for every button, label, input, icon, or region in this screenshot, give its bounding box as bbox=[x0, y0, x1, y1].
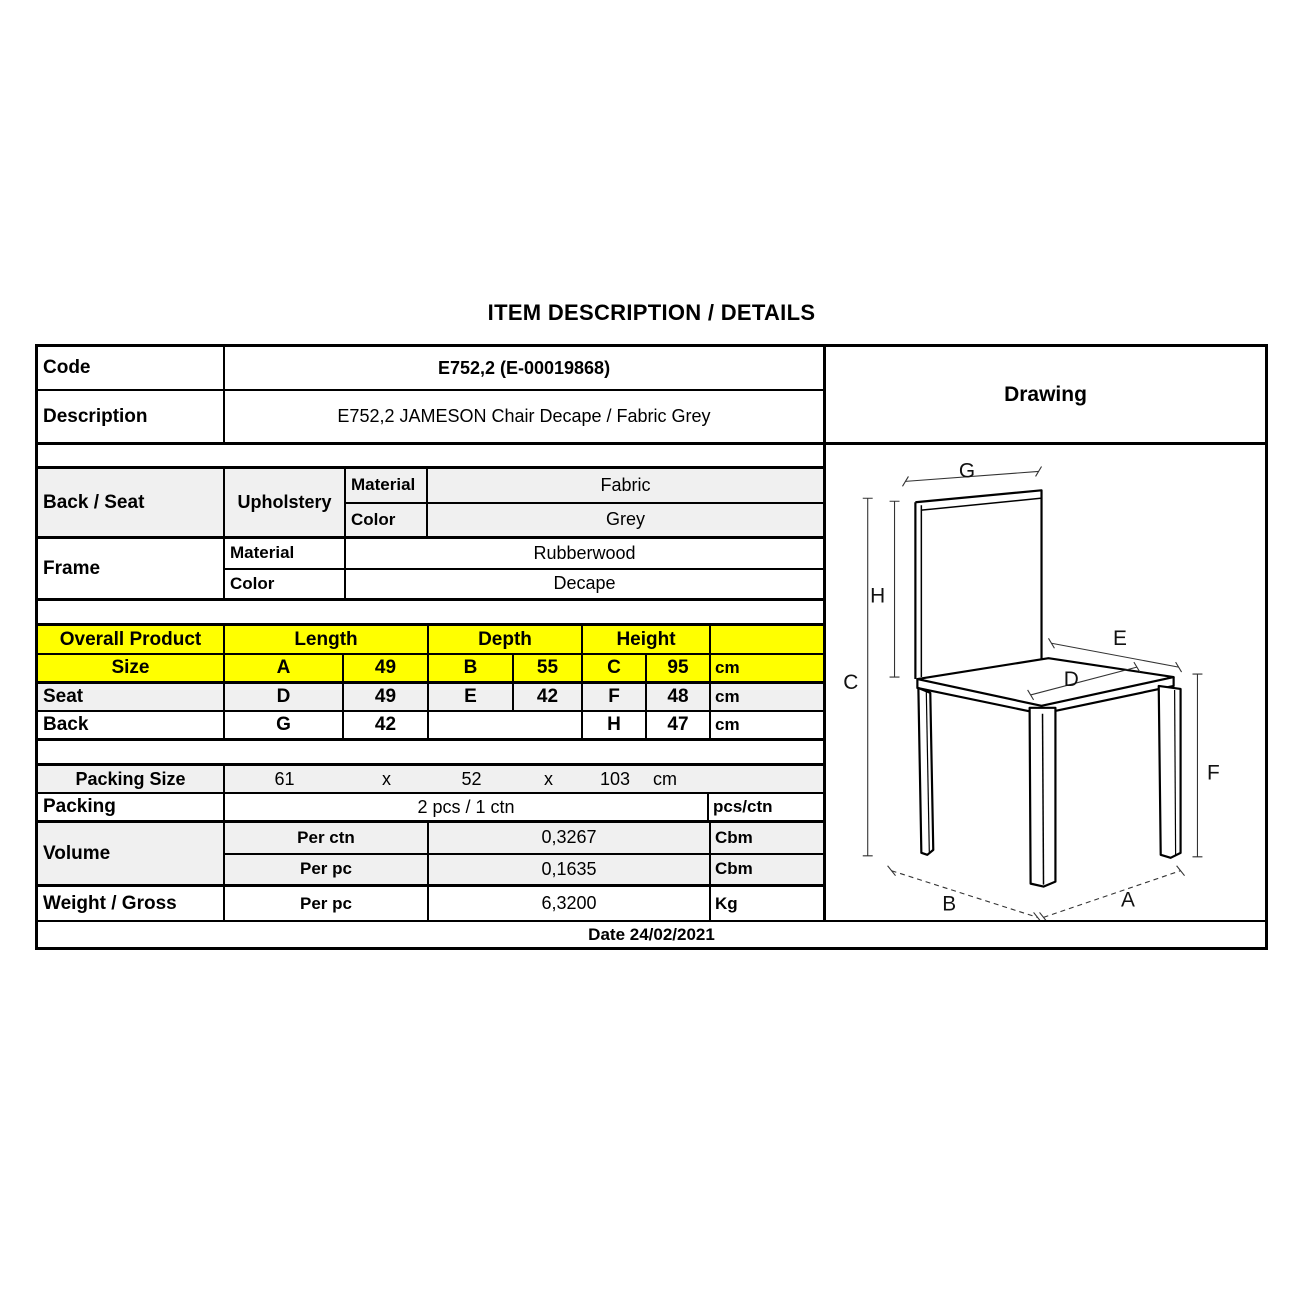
dim-line-A bbox=[1044, 871, 1181, 918]
drawing-area bbox=[826, 445, 1265, 920]
upholstery-details bbox=[346, 469, 823, 536]
back-seat-row bbox=[38, 469, 823, 539]
seat-length-value: 49 bbox=[344, 684, 429, 710]
front-leg-edge bbox=[1043, 714, 1044, 885]
packing-dim-1: 61 bbox=[274, 768, 295, 789]
backrest-outline bbox=[915, 490, 1041, 659]
seat-height-key: F bbox=[583, 684, 647, 710]
seat-depth-value: 42 bbox=[514, 684, 583, 710]
color-label: Color bbox=[346, 504, 428, 537]
dim-label-B: B bbox=[942, 892, 957, 916]
dim-line-B bbox=[892, 871, 1038, 918]
description-label: Description bbox=[38, 391, 225, 442]
material-label: Material bbox=[346, 469, 428, 502]
overall-height-key: C bbox=[583, 655, 647, 681]
back-depth-blank bbox=[429, 712, 583, 738]
seat-unit: cm bbox=[715, 687, 740, 706]
frame-material-label: Material bbox=[225, 539, 346, 568]
packing-value: 2 pcs / 1 ctn bbox=[225, 794, 709, 820]
dim-label-E: E bbox=[1113, 627, 1127, 651]
upholstery-label: Upholstery bbox=[225, 469, 346, 536]
seat-depth-key: E bbox=[429, 684, 514, 710]
back-height-key: H bbox=[583, 712, 647, 738]
packing-sep-1: x bbox=[382, 768, 391, 789]
frame-color-row bbox=[225, 570, 823, 599]
back-unit: cm bbox=[715, 715, 740, 734]
per-pc-unit: Cbm bbox=[715, 859, 753, 879]
size-seat-row bbox=[38, 684, 823, 712]
code-value: E752,2 (E-00019868) bbox=[437, 357, 611, 378]
back-seat-label: Back / Seat bbox=[38, 469, 225, 536]
frame-row bbox=[38, 539, 823, 601]
packing-label: Packing bbox=[38, 794, 225, 820]
weight-unit: Kg bbox=[715, 893, 738, 913]
per-pc-value: 0,1635 bbox=[429, 855, 711, 885]
packing-size-blank bbox=[711, 766, 823, 792]
back-length-key: G bbox=[225, 712, 344, 738]
length-header: Length bbox=[225, 626, 429, 653]
description-row bbox=[38, 391, 823, 445]
packing-dim-2: 52 bbox=[461, 768, 482, 789]
frame-color-value: Decape bbox=[553, 573, 616, 594]
spacer-row bbox=[38, 445, 823, 469]
back-label: Back bbox=[38, 712, 225, 738]
packing-sep-2: x bbox=[544, 768, 553, 789]
overall-depth-key: B bbox=[429, 655, 514, 681]
spacer-row bbox=[38, 741, 823, 766]
code-row bbox=[38, 347, 823, 391]
dim-label-H: H bbox=[870, 584, 886, 608]
chair-shape bbox=[915, 490, 1180, 886]
weight-label: Weight / Gross bbox=[38, 887, 225, 920]
drawing-header: Drawing bbox=[826, 347, 1265, 445]
date-value: Date 24/02/2021 bbox=[588, 924, 715, 944]
seat-label: Seat bbox=[38, 684, 225, 710]
per-ctn-value: 0,3267 bbox=[429, 823, 711, 853]
page-title: ITEM DESCRIPTION / DETAILS bbox=[487, 300, 816, 325]
date-row bbox=[38, 920, 1265, 947]
height-header: Height bbox=[583, 626, 711, 653]
dim-ticks-B bbox=[888, 866, 1042, 920]
frame-label: Frame bbox=[38, 539, 225, 598]
packing-unit: pcs/ctn bbox=[713, 797, 773, 816]
volume-per-pc-row bbox=[225, 855, 823, 885]
upholstery-material-row bbox=[346, 469, 823, 504]
per-ctn-unit: Cbm bbox=[715, 827, 753, 847]
sheet-main bbox=[38, 347, 1265, 920]
frame-material-row bbox=[225, 539, 823, 570]
volume-row bbox=[38, 823, 823, 887]
size-label: Size bbox=[38, 655, 225, 681]
spec-sheet-table bbox=[35, 344, 1268, 950]
volume-details bbox=[225, 823, 823, 884]
seat-length-key: D bbox=[225, 684, 344, 710]
volume-per-ctn-row bbox=[225, 823, 823, 855]
overall-length-key: A bbox=[225, 655, 344, 681]
overall-height-value: 95 bbox=[647, 655, 711, 681]
drawing-section bbox=[826, 347, 1265, 920]
back-height-value: 47 bbox=[647, 712, 711, 738]
dim-label-G: G bbox=[958, 459, 976, 483]
depth-header: Depth bbox=[429, 626, 583, 653]
overall-length-value: 49 bbox=[344, 655, 429, 681]
upholstery-color-row bbox=[346, 504, 823, 537]
left-leg bbox=[918, 688, 933, 855]
material-value: Fabric bbox=[600, 474, 651, 495]
per-pc-label: Per pc bbox=[225, 855, 429, 885]
packing-dim-3: 103 bbox=[599, 768, 631, 789]
size-header-row bbox=[38, 626, 823, 655]
chair-drawing bbox=[826, 445, 1265, 920]
details-section bbox=[38, 347, 826, 920]
overall-product-label: Overall Product bbox=[38, 626, 225, 653]
size-back-row bbox=[38, 712, 823, 741]
dim-label-F: F bbox=[1206, 761, 1220, 785]
frame-material-value: Rubberwood bbox=[533, 542, 636, 563]
frame-color-label: Color bbox=[225, 570, 346, 599]
weight-per-label: Per pc bbox=[225, 887, 429, 920]
color-value: Grey bbox=[605, 509, 645, 530]
overall-unit: cm bbox=[715, 658, 740, 677]
spacer-row bbox=[38, 601, 823, 626]
packing-size-unit: cm bbox=[653, 768, 677, 789]
size-header-blank bbox=[711, 626, 823, 653]
packing-size-row bbox=[38, 766, 823, 794]
dim-label-A: A bbox=[1120, 888, 1135, 912]
seat-height-value: 48 bbox=[647, 684, 711, 710]
packing-size-label: Packing Size bbox=[38, 766, 225, 792]
volume-label: Volume bbox=[38, 823, 225, 884]
code-label: Code bbox=[38, 347, 225, 389]
weight-row bbox=[38, 887, 823, 920]
packing-row bbox=[38, 794, 823, 823]
weight-value: 6,3200 bbox=[429, 887, 711, 920]
description-value: E752,2 JAMESON Chair Decape / Fabric Grey bbox=[337, 406, 711, 426]
back-length-value: 42 bbox=[344, 712, 429, 738]
dim-label-D: D bbox=[1063, 667, 1079, 691]
dim-label-C: C bbox=[843, 670, 859, 694]
per-ctn-label: Per ctn bbox=[225, 823, 429, 853]
frame-details bbox=[225, 539, 823, 598]
size-overall-row bbox=[38, 655, 823, 684]
right-leg bbox=[1159, 686, 1181, 858]
overall-depth-value: 55 bbox=[514, 655, 583, 681]
